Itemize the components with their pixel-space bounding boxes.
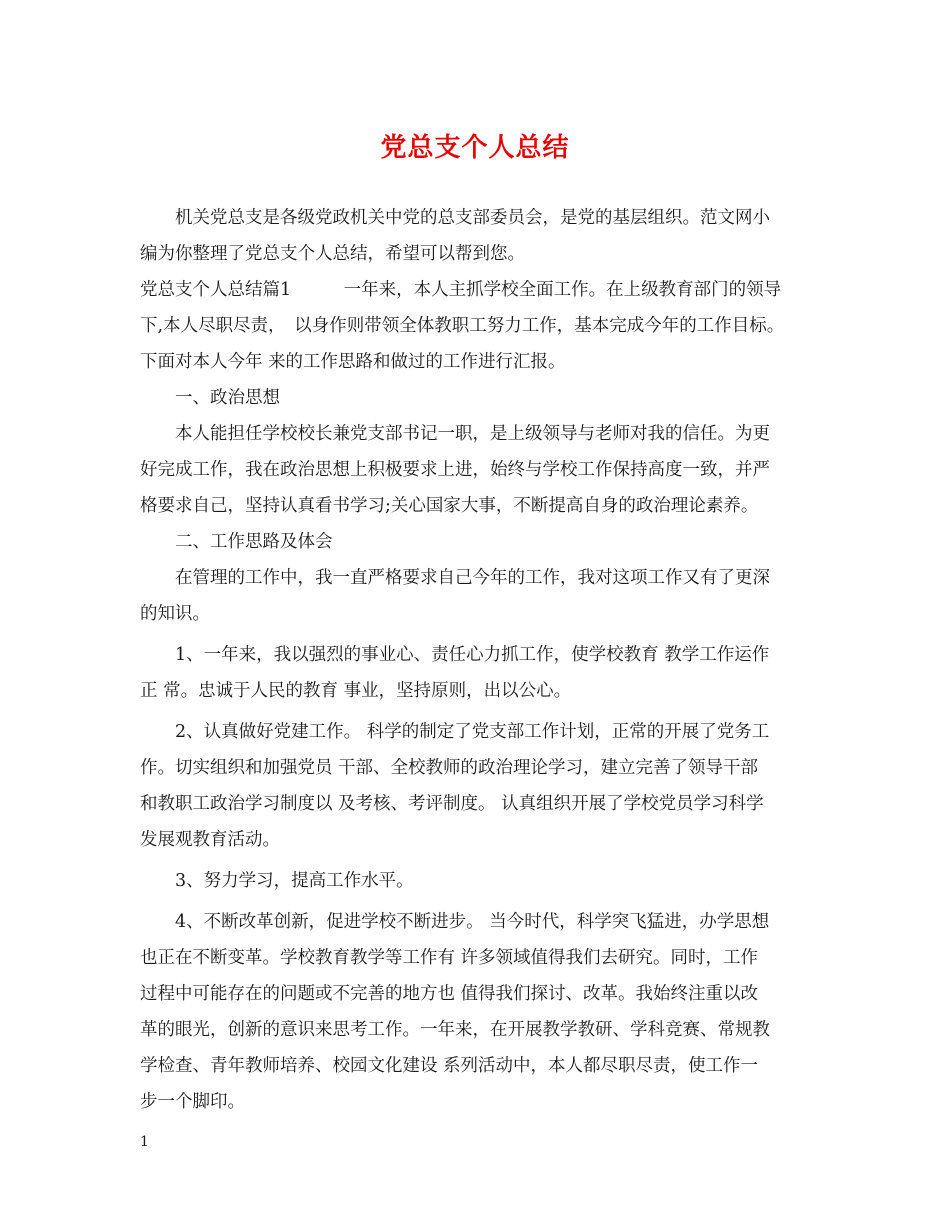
text-line: 编为你整理了党总支个人总结，希望可以帮到您。	[140, 244, 525, 264]
text-line: 本人能担任学校校长兼党支部书记一职，是上级领导与老师对我的信任。为更	[140, 424, 770, 444]
text-line: 格要求自己，坚持认真看书学习;关心国家大事，不断提高自身的政治理论素养。	[140, 496, 759, 516]
page-number: 1	[140, 1134, 149, 1150]
text-line: 好完成工作，我在政治思想上积极要求上进，始终与学校工作保持高度一致，并严	[140, 460, 770, 480]
text-line: 1、一年来，我以强烈的事业心、责任心力抓工作，使学校教育 教学工作运作	[140, 645, 770, 665]
text-line: 党总支个人总结篇1 一年来，本人主抓学校全面工作。在上级教育部门的领导	[140, 280, 782, 300]
section-heading: 二、工作思路及体会	[140, 532, 333, 552]
section-heading: 一、政治思想	[140, 388, 280, 408]
text-line: 下,本人尽职尽责， 以身作则带领全体教职工努力工作，基本完成今年的工作目标。	[140, 316, 785, 336]
text-line: 2、认真做好党建工作。 科学的制定了党支部工作计划，正常的开展了党务工	[140, 722, 770, 742]
text-line: 也正在不断变革。学校教育教学等工作有 许多领域值得我们去研究。同时，工作	[140, 948, 759, 968]
text-line: 的知识。	[140, 604, 210, 624]
text-line: 发展观教育活动。	[140, 830, 280, 850]
text-line: 在管理的工作中，我一直严格要求自己今年的工作，我对这项工作又有了更深	[140, 568, 770, 588]
document-body	[140, 200, 820, 1120]
text-line: 机关党总支是各级党政机关中党的总支部委员会，是党的基层组织。范文网小	[140, 208, 770, 228]
text-line: 正 常。忠诚于人民的教育 事业，坚持原则，出以公心。	[140, 681, 572, 701]
text-line: 学检查、青年教师培养、校园文化建设 系列活动中，本人都尽职尽责，使工作一	[140, 1056, 759, 1076]
text-line: 革的眼光，创新的意识来思考工作。一年来，在开展教学教研、学科竞赛、常规教	[140, 1020, 770, 1040]
text-line: 3、努力学习，提高工作水平。	[140, 871, 414, 891]
text-line: 下面对本人今年 来的工作思路和做过的工作进行汇报。	[140, 352, 566, 372]
text-line: 和教职工政治学习制度以 及考核、考评制度。 认真组织开展了学校党员学习科学	[140, 794, 764, 814]
text-line: 步一个脚印。	[140, 1092, 245, 1112]
text-line: 过程中可能存在的问题或不完善的地方也 值得我们探讨、改革。我始终注重以改	[140, 984, 759, 1004]
text-line: 作。切实组织和加强党员 干部、全校教师的政治理论学习，建立完善了领导干部	[140, 758, 759, 778]
document-title: 党总支个人总结	[380, 133, 570, 163]
text-line: 4、不断改革创新，促进学校不断进步。 当今时代，科学突飞猛进，办学思想	[140, 912, 770, 932]
